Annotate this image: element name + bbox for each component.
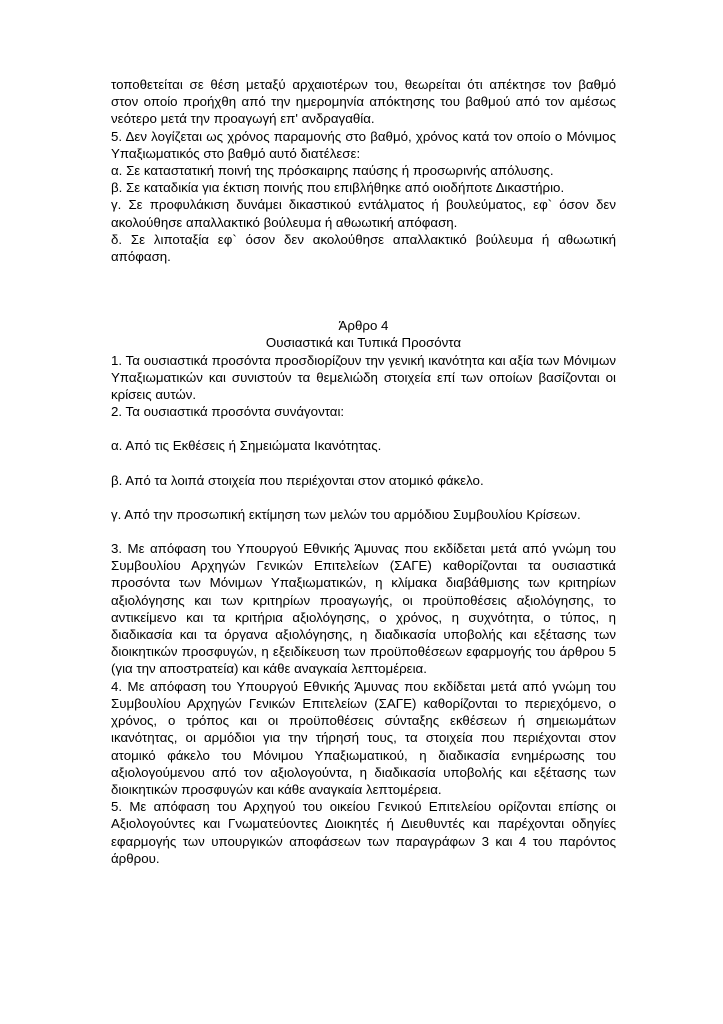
article-paragraph-3: 3. Με απόφαση του Υπουργού Εθνικής Άμυνας που εκδίδεται μετά από γνώμη του Συμβουλίου Αρχηγών Γενικών Επιτελείων (ΣΑΓΕ) καθορίζονται τα ουσιαστικά προσόντα των Μόνιμων Υπαξιωματικών, η κλίμακα διαβάθμισης των κριτηρίων αξιολόγησης και των κριτηρίων προαγωγής, οι προϋποθέσεις αξιολόγησης, το αντικείμενο και τα κριτήρια αξιολόγησης, ο χρόνος, η συχνότητα, ο τύπος, η διαδικασία και τα όργανα αξιολόγησης, η διαδικασία υποβολής και εξέτασης των διοικητικών προσφυγών, η εξειδίκευση των προϋποθέσεων εφαρμογής του άρθρου 5 (για την αποστρατεία) και κάθε αναγκαία λεπτομέρεια. <box>111 541 616 677</box>
document-page <box>111 76 616 867</box>
article-item-b: β. Από τα λοιπά στοιχεία που περιέχονται στον ατομικό φάκελο. <box>111 472 484 488</box>
article-item-a: α. Από τις Εκθέσεις ή Σημειώματα Ικανότητας. <box>111 438 382 454</box>
item-c: γ. Σε προφυλάκιση δυνάμει δικαστικού εντάλματος ή βουλεύματος, εφ` όσον δεν ακολούθησε απαλλακτικό βούλευμα ή αθωωτική απόφαση. <box>111 197 616 230</box>
article-number: Άρθρο 4 <box>338 318 389 334</box>
article-paragraph-2: 2. Τα ουσιαστικά προσόντα συνάγονται: <box>111 404 345 420</box>
item-b: β. Σε καταδικία για έκτιση ποινής που επιβλήθηκε από οιοδήποτε Δικαστήριο. <box>111 180 565 196</box>
paragraph-5: 5. Δεν λογίζεται ως χρόνος παραμονής στο βαθμό, χρόνος κατά τον οποίο ο Μόνιμος Υπαξιωματικός στο βαθμό αυτό διατέλεσε: <box>111 128 616 161</box>
article-item-c: γ. Από την προσωπική εκτίμηση των μελών του αρμόδιου Συμβουλίου Κρίσεων. <box>111 506 581 522</box>
continuation-paragraph: τοποθετείται σε θέση μεταξύ αρχαιοτέρων του, θεωρείται ότι απέκτησε τον βαθμό στον οποίο προήχθη από την ημερομηνία απόκτησης του βαθμού από τον αμέσως νεότερο μετά την προαγωγή επ' ανδραγαθία. <box>111 77 616 127</box>
item-d: δ. Σε λιποταξία εφ` όσον δεν ακολούθησε απαλλακτικό βούλευμα ή αθωωτική απόφαση. <box>111 231 616 265</box>
article-paragraph-5: 5. Με απόφαση του Αρχηγού του οικείου Γενικού Επιτελείου ορίζονται επίσης οι Αξιολογούντες και Γνωματεύοντες Διοικητές ή Διευθυντές και παρέχονται οδηγίες εφαρμογής των υπουργικών αποφάσεων των παραγράφων 3 και 4 του παρόντος άρθρου. <box>111 799 616 866</box>
article-paragraph-1: 1. Τα ουσιαστικά προσόντα προσδιορίζουν την γενική ικανότητα και αξία των Μόνιμων Υπαξιωματικών και συνιστούν τα θεμελιώδη στοιχεία επί των οποίων βασίζονται οι κρίσεις αυτών. <box>111 352 616 403</box>
article-title: Ουσιαστικά και Τυπικά Προσόντα <box>265 335 462 351</box>
article-paragraph-4: 4. Με απόφαση του Υπουργού Εθνικής Άμυνας που εκδίδεται μετά από γνώμη του Συμβουλίου Αρχηγών Γενικών Επιτελείων (ΣΑΓΕ) καθορίζονται το περιεχόμενο, ο χρόνος, ο τρόπος και οι προϋποθέσεις σύνταξης εκθέσεων ή σημειωμάτων ικανότητας, οι αρμόδιοι για την τήρησή τους, τα στοιχεία που περιέχονται στον ατομικό φάκελο του Μόνιμου Υπαξιωματικού, η διαδικασία ενημέρωσης του αξιολογούμενου από τον αξιολογούντα, η διαδικασία υποβολής και εξέτασης των διοικητικών προσφυγών και κάθε αναγκαία λεπτομέρεια. <box>111 678 616 797</box>
item-a: α. Σε καταστατική ποινή της πρόσκαιρης παύσης ή προσωρινής απόλυσης. <box>111 163 554 179</box>
